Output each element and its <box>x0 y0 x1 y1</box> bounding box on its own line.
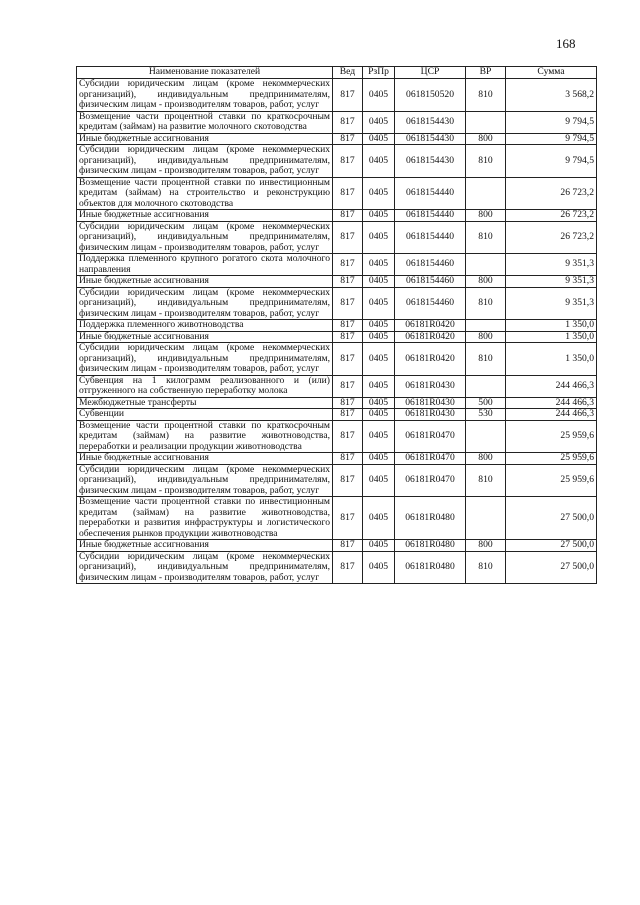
row-csr: 0618154460 <box>395 276 466 288</box>
row-vr: 810 <box>466 145 506 178</box>
row-csr: 06181R0480 <box>395 540 466 552</box>
row-ved: 817 <box>333 331 363 343</box>
row-rzpr: 0405 <box>363 254 395 276</box>
row-csr: 06181R0420 <box>395 331 466 343</box>
row-csr: 0618154440 <box>395 210 466 222</box>
row-name: Возмещение части процентной ставки по краткосрочным кредитам (займам) на развитие молочного скотоводства <box>77 111 333 133</box>
row-ved: 817 <box>333 221 363 254</box>
row-sum: 9 351,3 <box>506 276 597 288</box>
row-sum: 1 350,0 <box>506 320 597 332</box>
row-rzpr: 0405 <box>363 331 395 343</box>
row-name: Субсидии юридическим лицам (кроме некоммерческих организаций), индивидуальным предпринимателям, физическим лицам - производителям товаров, работ, услуг <box>77 221 333 254</box>
row-vr: 810 <box>466 464 506 497</box>
row-sum: 25 959,6 <box>506 464 597 497</box>
row-csr: 06181R0430 <box>395 375 466 397</box>
header-vr: ВР <box>466 67 506 79</box>
table-row <box>77 497 597 540</box>
row-name: Возмещение части процентной ставки по краткосрочным кредитам (займам) на развитие животноводства, переработки и реализации продукции животноводства <box>77 420 333 453</box>
table-row <box>77 221 597 254</box>
row-vr <box>466 375 506 397</box>
row-ved: 817 <box>333 540 363 552</box>
row-rzpr: 0405 <box>363 221 395 254</box>
row-csr: 0618154430 <box>395 111 466 133</box>
row-ved: 817 <box>333 145 363 178</box>
row-rzpr: 0405 <box>363 540 395 552</box>
row-ved: 817 <box>333 79 363 112</box>
row-csr: 06181R0480 <box>395 551 466 584</box>
row-csr: 06181R0480 <box>395 497 466 540</box>
row-vr: 810 <box>466 79 506 112</box>
row-vr <box>466 420 506 453</box>
row-rzpr: 0405 <box>363 145 395 178</box>
row-name: Возмещение части процентной ставки по инвестиционным кредитам (займам) на развитие животноводства, переработки и развития инфраструктуры и логистического обеспечения рынков продукции животноводства <box>77 497 333 540</box>
row-ved: 817 <box>333 343 363 376</box>
table-row <box>77 551 597 584</box>
row-sum: 1 350,0 <box>506 343 597 376</box>
row-name: Иные бюджетные ассигнования <box>77 453 333 465</box>
row-ved: 817 <box>333 276 363 288</box>
table-row <box>77 254 597 276</box>
row-vr <box>466 320 506 332</box>
row-ved: 817 <box>333 320 363 332</box>
row-name: Субсидии юридическим лицам (кроме некоммерческих организаций), индивидуальным предпринимателям, физическим лицам - производителям товаров, работ, услуг <box>77 79 333 112</box>
header-name: Наименование показателей <box>77 67 333 79</box>
row-rzpr: 0405 <box>363 111 395 133</box>
header-rzpr: РзПр <box>363 67 395 79</box>
row-name: Поддержка племенного крупного рогатого скота молочного направления <box>77 254 333 276</box>
row-name: Возмещение части процентной ставки по инвестиционным кредитам (займам) на строительство и реконструкцию объектов для молочного скотоводства <box>77 177 333 210</box>
row-rzpr: 0405 <box>363 177 395 210</box>
table-row <box>77 409 597 421</box>
row-csr: 06181R0430 <box>395 397 466 409</box>
row-name: Субсидии юридическим лицам (кроме некоммерческих организаций), индивидуальным предпринимателям, физическим лицам - производителям товаров, работ, услуг <box>77 343 333 376</box>
row-vr: 800 <box>466 133 506 145</box>
row-name: Субсидии юридическим лицам (кроме некоммерческих организаций), индивидуальным предпринимателям, физическим лицам - производителям товаров, работ, услуг <box>77 464 333 497</box>
row-rzpr: 0405 <box>363 397 395 409</box>
header-ved: Вед <box>333 67 363 79</box>
row-ved: 817 <box>333 375 363 397</box>
row-vr: 800 <box>466 210 506 222</box>
row-sum: 1 350,0 <box>506 331 597 343</box>
table-row <box>77 177 597 210</box>
row-name: Иные бюджетные ассигнования <box>77 276 333 288</box>
row-vr: 810 <box>466 287 506 320</box>
row-vr: 530 <box>466 409 506 421</box>
row-ved: 817 <box>333 210 363 222</box>
row-csr: 0618154460 <box>395 287 466 320</box>
row-name: Иные бюджетные ассигнования <box>77 540 333 552</box>
row-sum: 27 500,0 <box>506 551 597 584</box>
table-header-row <box>77 67 597 79</box>
row-vr: 800 <box>466 276 506 288</box>
row-name: Субвенции <box>77 409 333 421</box>
row-vr: 810 <box>466 343 506 376</box>
row-rzpr: 0405 <box>363 497 395 540</box>
table-row <box>77 331 597 343</box>
row-sum: 244 466,3 <box>506 397 597 409</box>
row-sum: 25 959,6 <box>506 453 597 465</box>
row-csr: 0618154440 <box>395 177 466 210</box>
row-sum: 26 723,2 <box>506 177 597 210</box>
row-sum: 27 500,0 <box>506 540 597 552</box>
row-vr: 500 <box>466 397 506 409</box>
header-csr: ЦСР <box>395 67 466 79</box>
row-rzpr: 0405 <box>363 343 395 376</box>
row-csr: 0618154440 <box>395 221 466 254</box>
row-name: Субсидии юридическим лицам (кроме некоммерческих организаций), индивидуальным предпринимателям, физическим лицам - производителям товаров, работ, услуг <box>77 551 333 584</box>
row-sum: 244 466,3 <box>506 375 597 397</box>
table-row <box>77 343 597 376</box>
row-rzpr: 0405 <box>363 409 395 421</box>
row-ved: 817 <box>333 409 363 421</box>
row-csr: 0618154430 <box>395 133 466 145</box>
budget-table <box>76 66 597 584</box>
row-ved: 817 <box>333 254 363 276</box>
page-number: 168 <box>556 36 576 51</box>
row-rzpr: 0405 <box>363 375 395 397</box>
row-vr: 810 <box>466 221 506 254</box>
row-sum: 9 351,3 <box>506 287 597 320</box>
table-row <box>77 420 597 453</box>
row-name: Иные бюджетные ассигнования <box>77 133 333 145</box>
row-vr <box>466 497 506 540</box>
row-sum: 26 723,2 <box>506 210 597 222</box>
row-rzpr: 0405 <box>363 551 395 584</box>
row-vr: 810 <box>466 551 506 584</box>
row-rzpr: 0405 <box>363 210 395 222</box>
table-row <box>77 133 597 145</box>
row-name: Иные бюджетные ассигнования <box>77 210 333 222</box>
row-ved: 817 <box>333 497 363 540</box>
row-rzpr: 0405 <box>363 453 395 465</box>
row-sum: 244 466,3 <box>506 409 597 421</box>
row-vr <box>466 177 506 210</box>
row-sum: 9 351,3 <box>506 254 597 276</box>
row-csr: 06181R0420 <box>395 343 466 376</box>
table-row <box>77 276 597 288</box>
row-name: Иные бюджетные ассигнования <box>77 331 333 343</box>
row-rzpr: 0405 <box>363 287 395 320</box>
row-csr: 06181R0420 <box>395 320 466 332</box>
row-name: Межбюджетные трансферты <box>77 397 333 409</box>
row-name: Субсидии юридическим лицам (кроме некоммерческих организаций), индивидуальным предпринимателям, физическим лицам - производителям товаров, работ, услуг <box>77 287 333 320</box>
row-ved: 817 <box>333 111 363 133</box>
row-rzpr: 0405 <box>363 320 395 332</box>
row-csr: 06181R0470 <box>395 420 466 453</box>
row-csr: 06181R0470 <box>395 453 466 465</box>
header-sum: Сумма <box>506 67 597 79</box>
row-sum: 25 959,6 <box>506 420 597 453</box>
table-row <box>77 397 597 409</box>
row-ved: 817 <box>333 453 363 465</box>
row-sum: 9 794,5 <box>506 145 597 178</box>
row-rzpr: 0405 <box>363 133 395 145</box>
row-rzpr: 0405 <box>363 276 395 288</box>
row-csr: 0618150520 <box>395 79 466 112</box>
table-row <box>77 111 597 133</box>
row-sum: 27 500,0 <box>506 497 597 540</box>
table-row <box>77 464 597 497</box>
row-ved: 817 <box>333 420 363 453</box>
table-row <box>77 79 597 112</box>
row-ved: 817 <box>333 133 363 145</box>
table-row <box>77 287 597 320</box>
row-vr: 800 <box>466 540 506 552</box>
row-ved: 817 <box>333 464 363 497</box>
row-rzpr: 0405 <box>363 79 395 112</box>
row-csr: 06181R0430 <box>395 409 466 421</box>
row-name: Субсидии юридическим лицам (кроме некоммерческих организаций), индивидуальным предпринимателям, физическим лицам - производителям товаров, работ, услуг <box>77 145 333 178</box>
row-ved: 817 <box>333 551 363 584</box>
table-row <box>77 145 597 178</box>
row-vr: 800 <box>466 453 506 465</box>
row-sum: 9 794,5 <box>506 133 597 145</box>
row-sum: 3 568,2 <box>506 79 597 112</box>
row-name: Субвенция на 1 килограмм реализованного и (или) отгруженного на собственную переработку молока <box>77 375 333 397</box>
table-row <box>77 210 597 222</box>
row-vr <box>466 111 506 133</box>
table-row <box>77 453 597 465</box>
row-csr: 06181R0470 <box>395 464 466 497</box>
row-ved: 817 <box>333 177 363 210</box>
row-vr <box>466 254 506 276</box>
row-name: Поддержка племенного животноводства <box>77 320 333 332</box>
row-rzpr: 0405 <box>363 464 395 497</box>
table-row <box>77 540 597 552</box>
row-csr: 0618154430 <box>395 145 466 178</box>
row-sum: 26 723,2 <box>506 221 597 254</box>
row-ved: 817 <box>333 287 363 320</box>
row-vr: 800 <box>466 331 506 343</box>
table-row <box>77 320 597 332</box>
row-rzpr: 0405 <box>363 420 395 453</box>
row-csr: 0618154460 <box>395 254 466 276</box>
table-row <box>77 375 597 397</box>
row-ved: 817 <box>333 397 363 409</box>
row-sum: 9 794,5 <box>506 111 597 133</box>
